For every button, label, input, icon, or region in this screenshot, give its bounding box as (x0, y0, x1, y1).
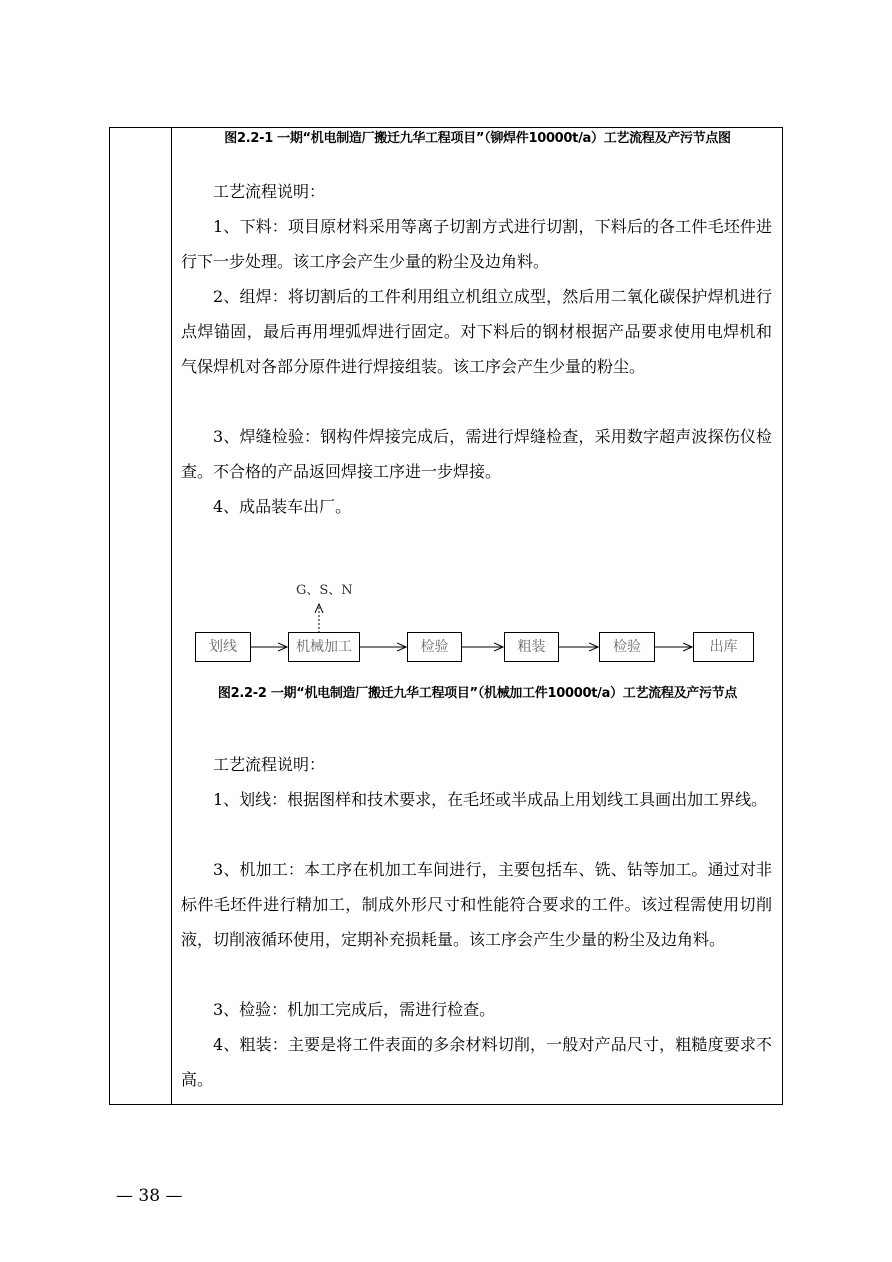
process-flow-diagram (173, 578, 785, 678)
flow-step-4: 粗装 (504, 632, 559, 662)
flow-step-6: 出库 (693, 632, 754, 662)
section1-item-2: 2、组焊：将切割后的工件利用组立机组立成型，然后用二氧化碳保护焊机进行点焊锚固，最后再用埋弧焊进行固定。对下料后的钢材根据产品要求使用电焊机和气保焊机对各部分原件进行焊接组装。该工序会产生少量的粉尘。 (181, 287, 772, 376)
flow-step-5: 检验 (599, 632, 655, 662)
section2-item-4: 4、粗装：主要是将工件表面的多余材料切削，一般对产品尺寸，粗糙度要求不高。 (181, 1035, 772, 1089)
emission-label: G、S、N (296, 583, 353, 598)
section2-item-2: 3、机加工：本工序在机加工车间进行，主要包括车、铣、钻等加工。通过对非标件毛坯件进行精加工，制成外形尺寸和性能符合要求的工件。该过程需使用切削液，切削液循环使用，定期补充损耗量。该工序会产生少量的粉尘及边角料。 (181, 860, 772, 949)
section2-item-3: 3、检验：机加工完成后，需进行检查。 (213, 1000, 496, 1019)
section1-item-1: 1、下料：项目原材料采用等离子切割方式进行切割，下料后的各工件毛坯件进行下一步处理。该工序会产生少量的粉尘及边角料。 (181, 217, 772, 271)
table-content-cell (173, 128, 782, 1104)
section1-item-4: 4、成品装车出厂。 (213, 497, 352, 516)
figure-caption-2: 图2.2-2 一期“机电制造厂搬迁九华工程项目”（机械加工件10000t/a）工艺流程及产污节点 (217, 686, 738, 701)
section2-item-1: 1、划线：根据图样和技术要求，在毛坯或半成品上用划线工具画出加工界线。 (213, 790, 768, 809)
figure-caption-1: 图2.2-1 一期“机电制造厂搬迁九华工程项目”（铆焊件10000t/a）工艺流程及产污节点图 (224, 131, 731, 146)
flow-step-3: 检验 (407, 632, 462, 662)
table-left-column (110, 128, 172, 1104)
section1-heading: 工艺流程说明： (213, 182, 326, 201)
flow-step-2: 机械加工 (288, 632, 360, 662)
flow-step-1: 划线 (195, 632, 251, 662)
content-table (109, 127, 783, 1105)
section2-heading: 工艺流程说明： (213, 755, 326, 774)
section1-item-3: 3、焊缝检验：钢构件焊接完成后，需进行焊缝检查，采用数字超声波探伤仪检查。不合格的产品返回焊接工序进一步焊接。 (181, 427, 772, 481)
page-number: — 38 — (116, 1186, 183, 1206)
